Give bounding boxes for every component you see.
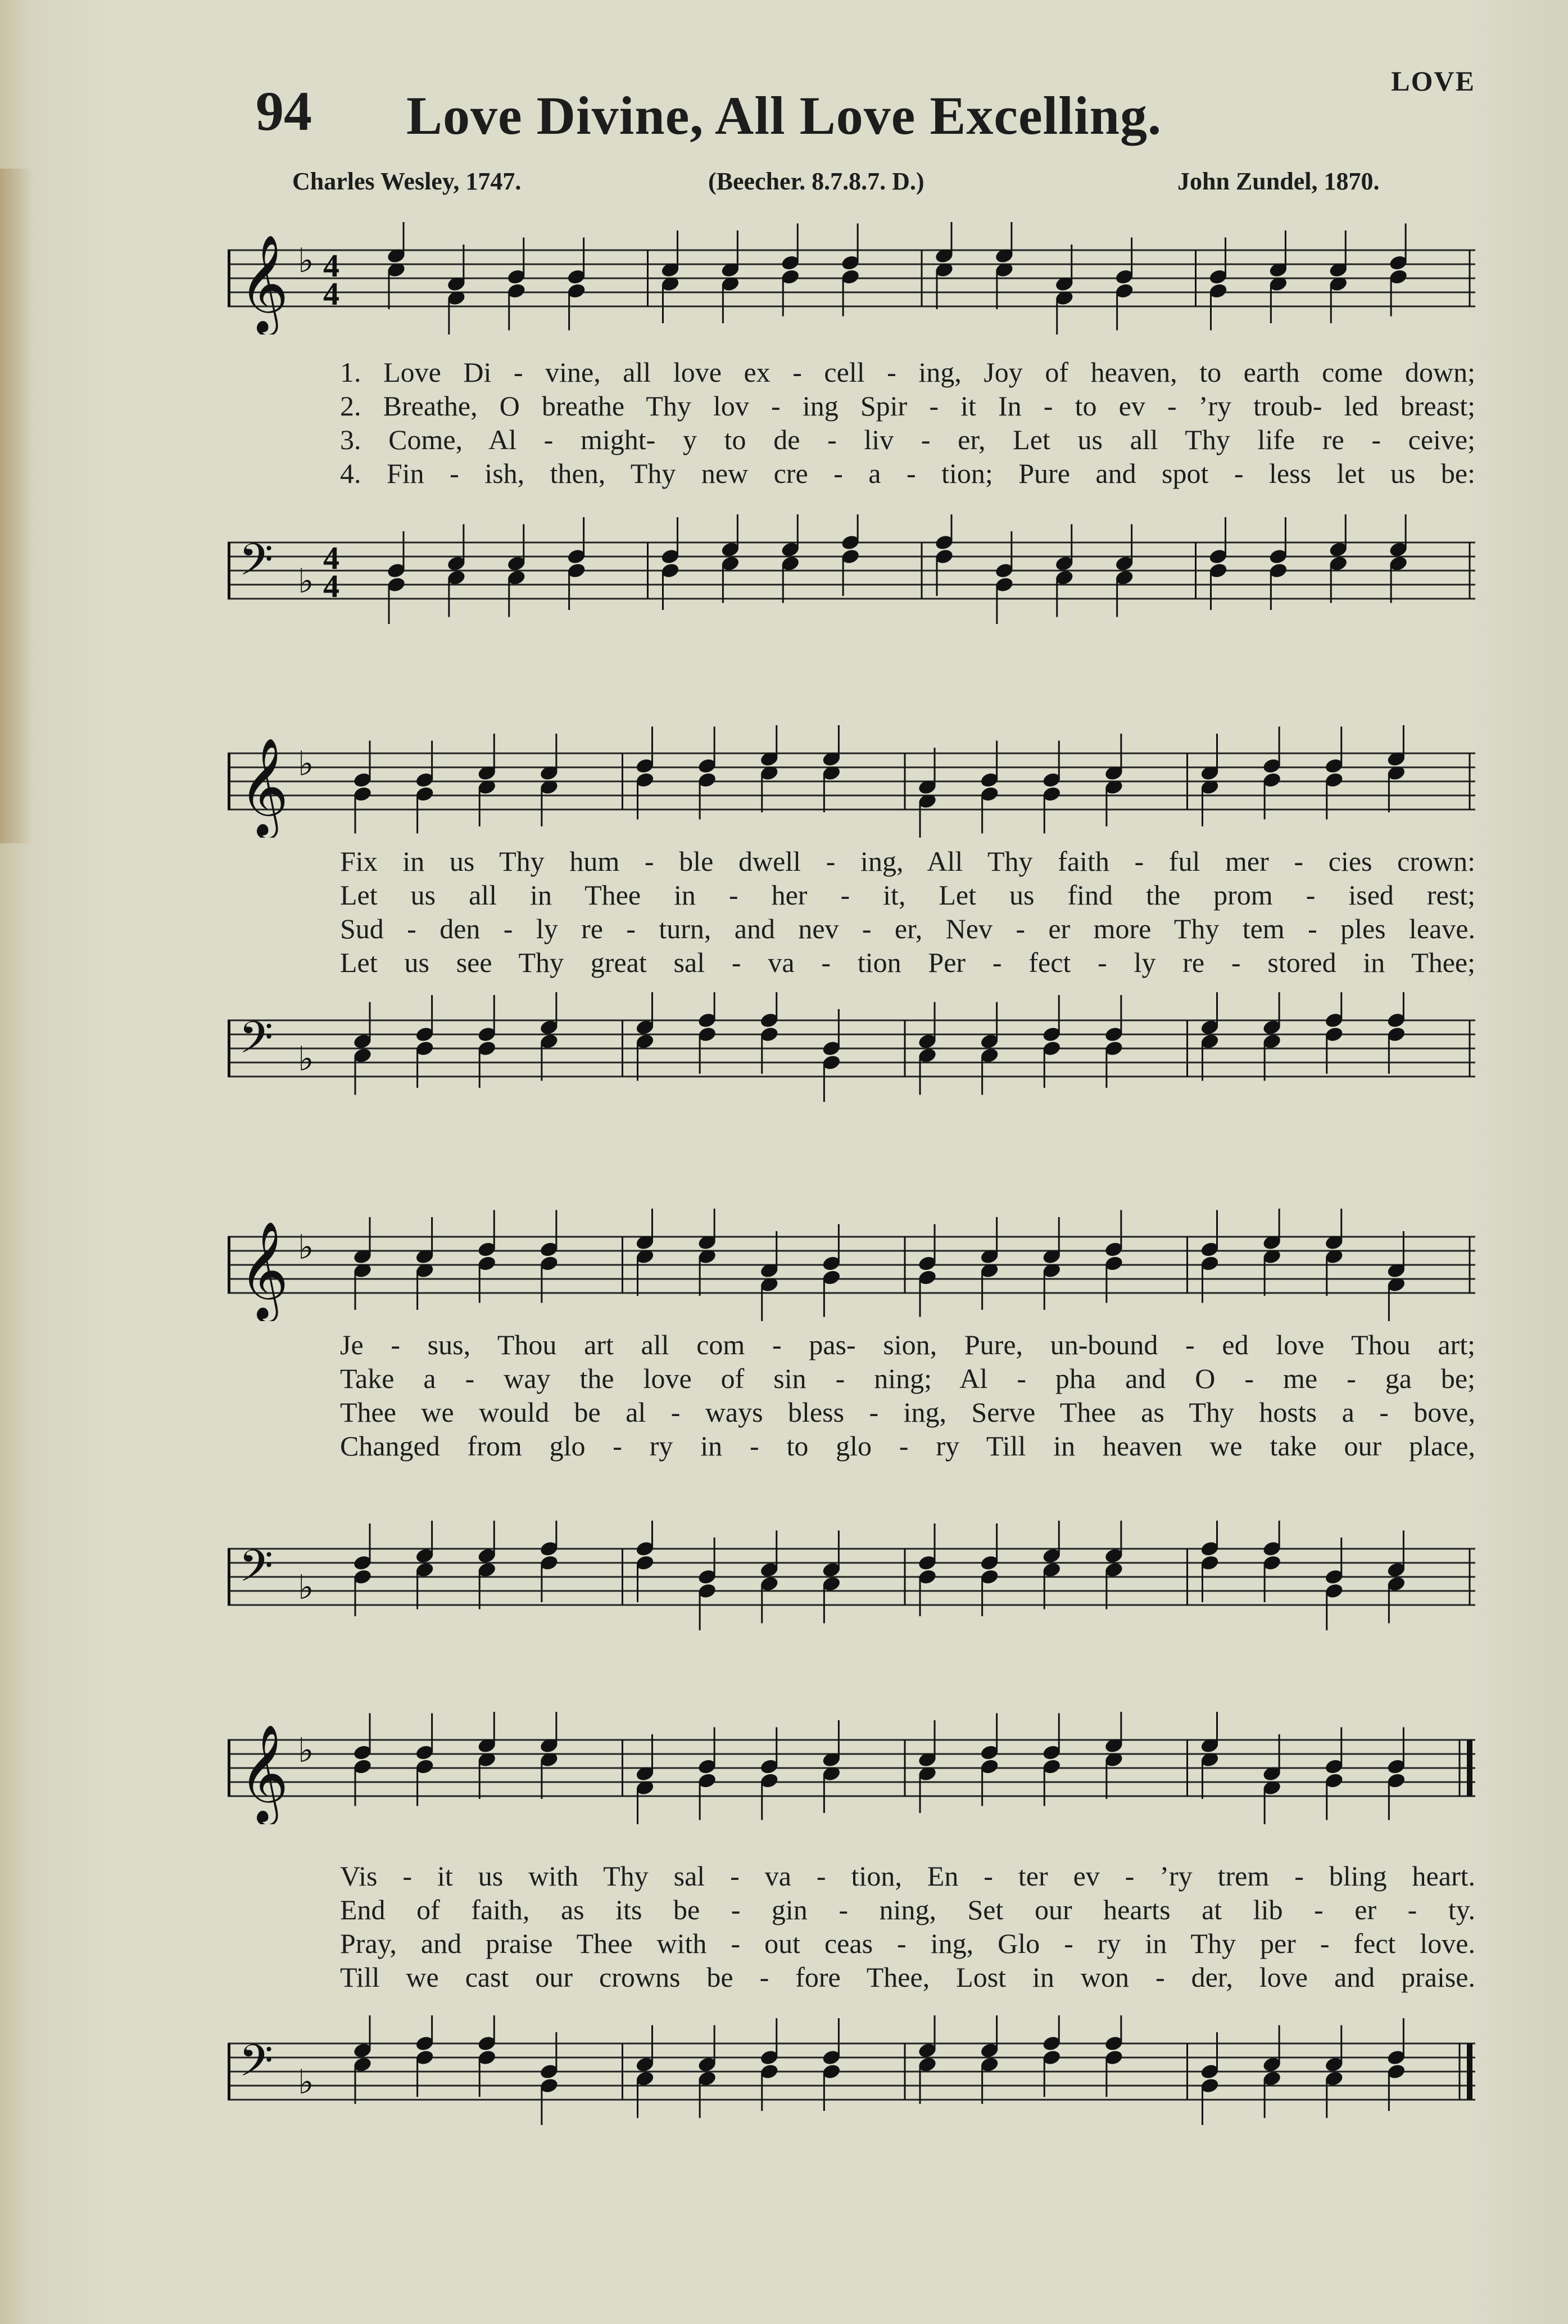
staff-notation xyxy=(228,222,1475,334)
lyrics-block xyxy=(340,1328,1475,1463)
treble-clef-icon: 𝄞 xyxy=(239,1221,289,1319)
composer-credit: John Zundel, 1870. xyxy=(1177,168,1380,195)
time-signature-digit: 4 xyxy=(323,540,339,576)
section-label: LOVE xyxy=(1391,65,1475,97)
staff-notation xyxy=(228,1521,1475,1633)
flat-icon: ♭ xyxy=(298,1228,314,1267)
page-edge-stain xyxy=(0,169,34,843)
flat-icon: ♭ xyxy=(298,1039,314,1079)
lyric-line-verse-4: Till we cast our crowns be - fore Thee, Lost in won - der, love and praise. xyxy=(340,1961,1475,1993)
bass-clef-icon: 𝄢 xyxy=(239,1012,274,1074)
bass-clef-icon: 𝄢 xyxy=(239,1541,274,1603)
lyric-line-verse-1: Je - sus, Thou art all com - pas- sion, Pure, un-bound - ed love Thou art; xyxy=(340,1329,1475,1360)
bass-clef-icon: 𝄢 xyxy=(239,535,274,596)
hymn-title: Love Divine, All Love Excelling. xyxy=(406,85,1162,146)
lyric-line-verse-2: 2. Breathe, O breathe Thy lov - ing Spir - it In - to ev - ’ry troub- led breast; xyxy=(340,390,1475,422)
time-signature-digit: 4 xyxy=(323,247,339,284)
lyric-line-verse-2: Take a - way the love of sin - ning; Al - pha and O - me - ga be; xyxy=(340,1363,1475,1394)
lyric-line-verse-3: Pray, and praise Thee with - out ceas - ing, Glo - ry in Thy per - fect love. xyxy=(340,1928,1475,1959)
treble-staff xyxy=(228,1209,1475,1321)
lyrics-block xyxy=(340,844,1475,979)
flat-icon: ♭ xyxy=(298,562,314,601)
treble-staff xyxy=(228,1712,1475,1824)
lyric-line-verse-1: Fix in us Thy hum - ble dwell - ing, All Thy faith - ful mer - cies crown: xyxy=(340,845,1475,877)
lyric-line-verse-3: Sud - den - ly re - turn, and nev - er, Nev - er more Thy tem - ples leave. xyxy=(340,913,1475,944)
lyric-line-verse-2: Let us all in Thee in - her - it, Let us find the prom - ised rest; xyxy=(340,879,1475,911)
lyric-line-verse-4: 4. Fin - ish, then, Thy new cre - a - tion; Pure and spot - less let us be: xyxy=(340,458,1475,489)
staff-notation xyxy=(228,514,1475,627)
treble-clef-icon: 𝄞 xyxy=(239,234,289,332)
treble-clef-icon: 𝄞 xyxy=(239,738,289,835)
staff-notation xyxy=(228,992,1475,1105)
lyrics-block xyxy=(340,355,1475,490)
treble-staff xyxy=(228,222,1475,334)
lyric-line-verse-1: Vis - it us with Thy sal - va - tion, En - ter ev - ’ry trem - bling heart. xyxy=(340,1860,1475,1892)
treble-clef-icon: 𝄞 xyxy=(239,1724,289,1822)
flat-icon: ♭ xyxy=(298,2063,314,2102)
lyrics-block xyxy=(340,1859,1475,1994)
staff-notation xyxy=(228,2015,1475,2128)
lyric-line-verse-4: Let us see Thy great sal - va - tion Per - fect - ly re - stored in Thee; xyxy=(340,947,1475,978)
flat-icon: ♭ xyxy=(298,1568,314,1607)
author-credit: Charles Wesley, 1747. xyxy=(292,168,522,195)
bass-staff xyxy=(228,1521,1475,1633)
bass-staff xyxy=(228,2015,1475,2128)
treble-staff xyxy=(228,725,1475,838)
flat-icon: ♭ xyxy=(298,744,314,784)
lyric-line-verse-2: End of faith, as its be - gin - ning, Set our hearts at lib - er - ty. xyxy=(340,1894,1475,1925)
bass-staff xyxy=(228,992,1475,1105)
hymn-number: 94 xyxy=(256,80,312,142)
time-signature-digit: 4 xyxy=(323,568,339,604)
staff-notation xyxy=(228,725,1475,838)
lyric-line-verse-1: 1. Love Di - vine, all love ex - cell - ing, Joy of heaven, to earth come down; xyxy=(340,356,1475,388)
bass-staff xyxy=(228,514,1475,627)
lyric-line-verse-4: Changed from glo - ry in - to glo - ry Till in heaven we take our place, xyxy=(340,1430,1475,1462)
flat-icon: ♭ xyxy=(298,1731,314,1770)
lyric-line-verse-3: Thee we would be al - ways bless - ing, Serve Thee as Thy hosts a - bove, xyxy=(340,1396,1475,1428)
flat-icon: ♭ xyxy=(298,241,314,281)
tune-meter: (Beecher. 8.7.8.7. D.) xyxy=(708,168,925,195)
staff-notation xyxy=(228,1712,1475,1824)
lyric-line-verse-3: 3. Come, Al - might- y to de - liv - er, Let us all Thy life re - ceive; xyxy=(340,424,1475,455)
staff-notation xyxy=(228,1209,1475,1321)
time-signature-digit: 4 xyxy=(323,275,339,312)
bass-clef-icon: 𝄢 xyxy=(239,2036,274,2097)
